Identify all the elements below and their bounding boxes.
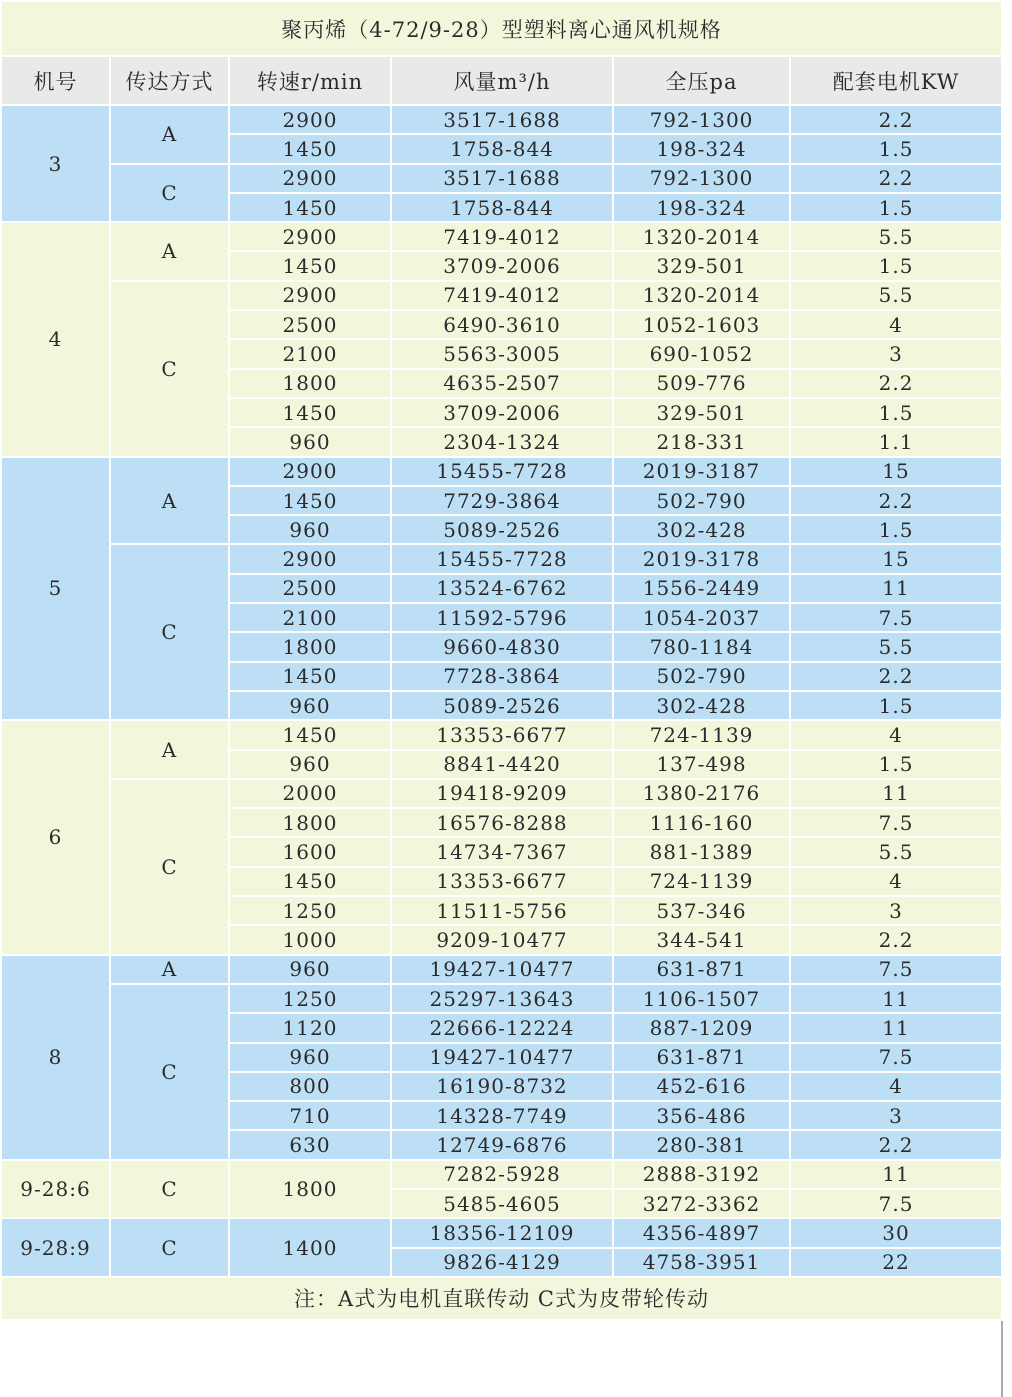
air-flow-cell: 19427-10477 [391,955,613,984]
air-flow-cell: 5563-3005 [391,339,613,368]
total-pressure-cell: 509-776 [613,369,790,398]
speed-cell: 800 [229,1072,391,1101]
total-pressure-cell: 502-790 [613,486,790,515]
air-flow-cell: 22666-12224 [391,1013,613,1042]
motor-power-cell: 4 [790,867,1002,896]
motor-power-cell: 1.5 [790,515,1002,544]
air-flow-cell: 12749-6876 [391,1130,613,1159]
motor-power-cell: 22 [790,1248,1002,1277]
motor-power-cell: 11 [790,574,1002,603]
total-pressure-cell: 4758-3951 [613,1248,790,1277]
speed-cell: 1250 [229,984,391,1013]
air-flow-cell: 25297-13643 [391,984,613,1013]
table-row [1,457,1002,486]
speed-cell: 960 [229,427,391,456]
header-machine-no: 机号 [1,56,110,105]
drive-mode-cell: A [110,720,229,779]
table-row [1,222,1002,251]
drive-mode-cell: C [110,281,229,457]
air-flow-cell: 3517-1688 [391,105,613,134]
air-flow-cell: 7419-4012 [391,222,613,251]
machine-no-cell: 9-28:6 [1,1160,110,1219]
air-flow-cell: 13353-6677 [391,720,613,749]
machine-no-cell: 3 [1,105,110,222]
table-row [1,105,1002,134]
motor-power-cell: 1.1 [790,427,1002,456]
table-row [1,164,1002,193]
total-pressure-cell: 1320-2014 [613,281,790,310]
speed-cell: 960 [229,515,391,544]
speed-cell: 2100 [229,603,391,632]
total-pressure-cell: 452-616 [613,1072,790,1101]
header-motor-power: 配套电机KW [790,56,1002,105]
speed-cell: 1450 [229,662,391,691]
air-flow-cell: 7419-4012 [391,281,613,310]
table-row [1,720,1002,749]
air-flow-cell: 11511-5756 [391,896,613,925]
motor-power-cell: 7.5 [790,808,1002,837]
total-pressure-cell: 1106-1507 [613,984,790,1013]
speed-cell: 2500 [229,574,391,603]
air-flow-cell: 5089-2526 [391,515,613,544]
motor-power-cell: 2.2 [790,486,1002,515]
air-flow-cell: 14734-7367 [391,837,613,866]
air-flow-cell: 3517-1688 [391,164,613,193]
total-pressure-cell: 218-331 [613,427,790,456]
air-flow-cell: 6490-3610 [391,310,613,339]
drive-mode-cell: C [110,544,229,720]
total-pressure-cell: 3272-3362 [613,1189,790,1218]
motor-power-cell: 2.2 [790,1130,1002,1159]
motor-power-cell: 15 [790,457,1002,486]
speed-cell: 1400 [229,1218,391,1277]
total-pressure-cell: 344-541 [613,925,790,954]
motor-power-cell: 4 [790,310,1002,339]
speed-cell: 1800 [229,632,391,661]
total-pressure-cell: 780-1184 [613,632,790,661]
air-flow-cell: 19427-10477 [391,1043,613,1072]
speed-cell: 960 [229,691,391,720]
total-pressure-cell: 887-1209 [613,1013,790,1042]
motor-power-cell: 4 [790,1072,1002,1101]
total-pressure-cell: 690-1052 [613,339,790,368]
air-flow-cell: 3709-2006 [391,251,613,280]
table-row [1,281,1002,310]
total-pressure-cell: 881-1389 [613,837,790,866]
total-pressure-cell: 137-498 [613,750,790,779]
machine-no-cell: 8 [1,955,110,1160]
header-air-flow: 风量m³/h [391,56,613,105]
air-flow-cell: 3709-2006 [391,398,613,427]
total-pressure-cell: 792-1300 [613,164,790,193]
motor-power-cell: 11 [790,1160,1002,1189]
speed-cell: 1450 [229,867,391,896]
speed-cell: 2500 [229,310,391,339]
drive-mode-cell: C [110,779,229,955]
motor-power-cell: 2.2 [790,105,1002,134]
speed-cell: 710 [229,1101,391,1130]
motor-power-cell: 11 [790,984,1002,1013]
total-pressure-cell: 1556-2449 [613,574,790,603]
air-flow-cell: 9826-4129 [391,1248,613,1277]
air-flow-cell: 11592-5796 [391,603,613,632]
total-pressure-cell: 502-790 [613,662,790,691]
speed-cell: 1800 [229,808,391,837]
air-flow-cell: 13353-6677 [391,867,613,896]
air-flow-cell: 15455-7728 [391,544,613,573]
speed-cell: 2900 [229,105,391,134]
speed-cell: 2100 [229,339,391,368]
speed-cell: 1450 [229,251,391,280]
speed-cell: 1600 [229,837,391,866]
air-flow-cell: 5089-2526 [391,691,613,720]
motor-power-cell: 1.5 [790,750,1002,779]
total-pressure-cell: 198-324 [613,193,790,222]
total-pressure-cell: 2019-3187 [613,457,790,486]
air-flow-cell: 5485-4605 [391,1189,613,1218]
total-pressure-cell: 631-871 [613,1043,790,1072]
motor-power-cell: 11 [790,1013,1002,1042]
speed-cell: 1120 [229,1013,391,1042]
machine-no-cell: 5 [1,457,110,721]
motor-power-cell: 7.5 [790,1043,1002,1072]
table-row [1,779,1002,808]
air-flow-cell: 9209-10477 [391,925,613,954]
motor-power-cell: 1.5 [790,134,1002,163]
table-title: 聚丙烯（4-72/9-28）型塑料离心通风机规格 [1,1,1002,56]
speed-cell: 1450 [229,486,391,515]
speed-cell: 1450 [229,720,391,749]
motor-power-cell: 3 [790,339,1002,368]
motor-power-cell: 3 [790,896,1002,925]
total-pressure-cell: 2019-3178 [613,544,790,573]
drive-mode-cell: A [110,105,229,164]
motor-power-cell: 1.5 [790,691,1002,720]
air-flow-cell: 13524-6762 [391,574,613,603]
air-flow-cell: 1758-844 [391,134,613,163]
total-pressure-cell: 356-486 [613,1101,790,1130]
total-pressure-cell: 302-428 [613,515,790,544]
table-row [1,1160,1002,1189]
total-pressure-cell: 1054-2037 [613,603,790,632]
speed-cell: 2900 [229,544,391,573]
total-pressure-cell: 302-428 [613,691,790,720]
air-flow-cell: 16190-8732 [391,1072,613,1101]
air-flow-cell: 8841-4420 [391,750,613,779]
speed-cell: 1250 [229,896,391,925]
header-speed: 转速r/min [229,56,391,105]
total-pressure-cell: 792-1300 [613,105,790,134]
motor-power-cell: 5.5 [790,281,1002,310]
total-pressure-cell: 1116-160 [613,808,790,837]
speed-cell: 2900 [229,281,391,310]
total-pressure-cell: 631-871 [613,955,790,984]
motor-power-cell: 1.5 [790,193,1002,222]
total-pressure-cell: 198-324 [613,134,790,163]
air-flow-cell: 19418-9209 [391,779,613,808]
total-pressure-cell: 4356-4897 [613,1218,790,1247]
speed-cell: 960 [229,1043,391,1072]
total-pressure-cell: 1052-1603 [613,310,790,339]
drive-mode-cell: A [110,955,229,984]
table-row [1,984,1002,1013]
total-pressure-cell: 329-501 [613,251,790,280]
speed-cell: 1800 [229,369,391,398]
total-pressure-cell: 724-1139 [613,720,790,749]
motor-power-cell: 2.2 [790,662,1002,691]
motor-power-cell: 1.5 [790,398,1002,427]
total-pressure-cell: 1380-2176 [613,779,790,808]
air-flow-cell: 15455-7728 [391,457,613,486]
air-flow-cell: 18356-12109 [391,1218,613,1247]
motor-power-cell: 7.5 [790,1189,1002,1218]
total-pressure-cell: 280-381 [613,1130,790,1159]
speed-cell: 2900 [229,222,391,251]
table-row [1,1218,1002,1247]
motor-power-cell: 7.5 [790,955,1002,984]
motor-power-cell: 7.5 [790,603,1002,632]
air-flow-cell: 16576-8288 [391,808,613,837]
machine-no-cell: 6 [1,720,110,954]
machine-no-cell: 4 [1,222,110,456]
drive-mode-cell: C [110,164,229,223]
motor-power-cell: 5.5 [790,222,1002,251]
table-row [1,544,1002,573]
table-row [1,955,1002,984]
speed-cell: 2900 [229,164,391,193]
total-pressure-cell: 329-501 [613,398,790,427]
air-flow-cell: 7282-5928 [391,1160,613,1189]
header-total-pressure: 全压pa [613,56,790,105]
air-flow-cell: 4635-2507 [391,369,613,398]
air-flow-cell: 1758-844 [391,193,613,222]
air-flow-cell: 2304-1324 [391,427,613,456]
drive-mode-cell: C [110,1160,229,1219]
motor-power-cell: 15 [790,544,1002,573]
footnote: 注：A式为电机直联传动 C式为皮带轮传动 [1,1277,1002,1320]
motor-power-cell: 3 [790,1101,1002,1130]
air-flow-cell: 7728-3864 [391,662,613,691]
drive-mode-cell: C [110,984,229,1160]
drive-mode-cell: A [110,222,229,281]
motor-power-cell: 30 [790,1218,1002,1247]
machine-no-cell: 9-28:9 [1,1218,110,1277]
speed-cell: 1800 [229,1160,391,1219]
speed-cell: 630 [229,1130,391,1159]
motor-power-cell: 4 [790,720,1002,749]
total-pressure-cell: 1320-2014 [613,222,790,251]
motor-power-cell: 2.2 [790,369,1002,398]
header-drive-mode: 传达方式 [110,56,229,105]
speed-cell: 1450 [229,134,391,163]
speed-cell: 960 [229,750,391,779]
speed-cell: 1000 [229,925,391,954]
speed-cell: 1450 [229,193,391,222]
total-pressure-cell: 2888-3192 [613,1160,790,1189]
drive-mode-cell: C [110,1218,229,1277]
motor-power-cell: 2.2 [790,925,1002,954]
air-flow-cell: 14328-7749 [391,1101,613,1130]
total-pressure-cell: 724-1139 [613,867,790,896]
motor-power-cell: 1.5 [790,251,1002,280]
speed-cell: 1450 [229,398,391,427]
speed-cell: 2000 [229,779,391,808]
speed-cell: 2900 [229,457,391,486]
drive-mode-cell: A [110,457,229,545]
motor-power-cell: 5.5 [790,837,1002,866]
speed-cell: 960 [229,955,391,984]
total-pressure-cell: 537-346 [613,896,790,925]
air-flow-cell: 9660-4830 [391,632,613,661]
air-flow-cell: 7729-3864 [391,486,613,515]
motor-power-cell: 5.5 [790,632,1002,661]
motor-power-cell: 11 [790,779,1002,808]
motor-power-cell: 2.2 [790,164,1002,193]
